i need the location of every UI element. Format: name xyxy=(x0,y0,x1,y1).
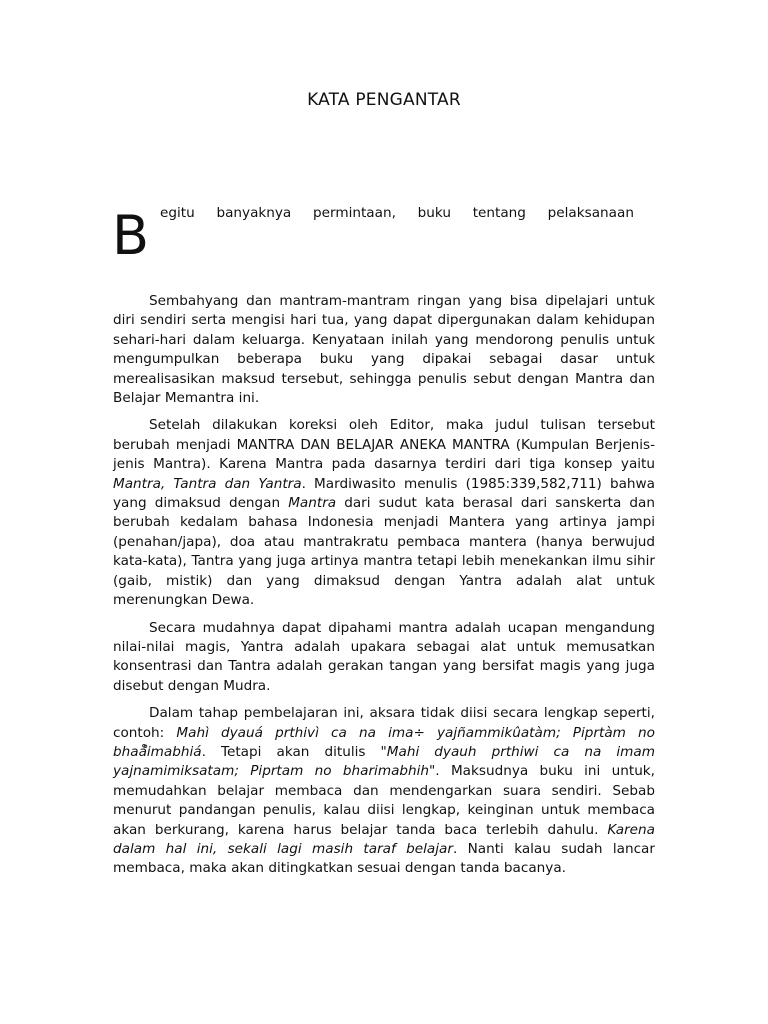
paragraph-2 xyxy=(113,416,655,610)
paragraph-4-italic: Mahì dyauá prthivì ca na ima÷ yajñammikûatàm; Piprtàm no bhaå̊imabhiá xyxy=(113,724,655,760)
paragraph-4-text: . Nanti kalau sudah lancar membaca, maka akan ditingkatkan sesuai dengan tanda bacanya. xyxy=(113,840,655,877)
paragraph-3: Secara mudahnya dapat dipahami mantra adalah ucapan mengandung nilai-nilai magis, Yantra adalah upakara sebagai alat untuk memusatkan konsentrasi dan Tantra adalah gerakan tangan yang bersifat magis yang juga disebut dengan Mudra. xyxy=(113,619,655,694)
paragraph-4-text: Dalam tahap pembelajaran ini, aksara tidak diisi secara lengkap seperti, contoh: xyxy=(113,705,655,741)
first-line-word: permintaan, xyxy=(313,205,396,221)
paragraph-2-text: dari sudut kata berasal dari sanskerta dan berubah kedalam bahasa Indonesia menjadi Mantera yang artinya jampi (penahan/japa), doa atau mantrakratu pembaca mantera (hanya berwujud kata-kata), Tantra yang juga artinya mantra tetapi lebih menekankan ilmu sihir (gaib, mistik) dan yang dimaksud dengan Yantra adalah alat untuk merenungkan Dewa. xyxy=(113,495,655,609)
first-line-word: banyaknya xyxy=(216,205,292,221)
paragraph-4-text: ". Maksudnya buku ini untuk, memudahkan belajar membaca dan mendengarkan suara sendiri. Sebab menurut pandangan penulis, kalau diisi lengkap, keinginan untuk membaca akan berkurang, karena harus belajar tanda baca terlebih dahulu. xyxy=(113,763,655,838)
paragraph-2-italic: Mantra xyxy=(288,495,337,512)
paragraph-4-italic: Karena dalam hal ini, sekali lagi masih taraf belajar xyxy=(113,821,655,857)
first-line-word: pelaksanaan xyxy=(547,205,634,221)
drop-cap-letter: B xyxy=(112,204,150,267)
first-line-word: tentang xyxy=(472,205,526,221)
drop-cap-first-line xyxy=(160,204,634,222)
body-text xyxy=(113,292,655,879)
first-line-word: buku xyxy=(417,205,451,221)
paragraph-2-text: . Mardiwasito menulis (1985:339,582,711) bahwa yang dimaksud dengan xyxy=(113,475,655,512)
paragraph-4-text: . Tetapi akan ditulis " xyxy=(201,743,387,760)
first-line-word: egitu xyxy=(160,205,195,221)
paragraph-4 xyxy=(113,704,655,879)
page-title: KATA PENGANTAR xyxy=(307,90,461,110)
paragraph-4-italic: Mahi dyauh prthiwi ca na imam yajnamimiksatam; Piprtam no bharimabhih xyxy=(113,743,655,780)
paragraph-1: Sembahyang dan mantram-mantram ringan yang bisa dipelajari untuk diri sendiri serta mengisi hari tua, yang dapat dipergunakan dalam kehidupan sehari-hari dalam keluarga. Kenyataan inilah yang mendorong penulis untuk mengumpulkan beberapa buku yang dipakai sebagai dasar untuk merealisasikan maksud tersebut, sehingga penulis sebut dengan Mantra dan Belajar Memantra ini. xyxy=(113,293,655,407)
paragraph-2-italic: Mantra, Tantra dan Yantra xyxy=(113,475,302,492)
paragraph-2-text: Setelah dilakukan koreksi oleh Editor, maka judul tulisan tersebut berubah menjadi MANTRA DAN BELAJAR ANEKA MANTRA (Kumpulan Berjenis-jenis Mantra). Karena Mantra pada dasarnya terdiri dari tiga konsep yaitu xyxy=(113,417,655,473)
